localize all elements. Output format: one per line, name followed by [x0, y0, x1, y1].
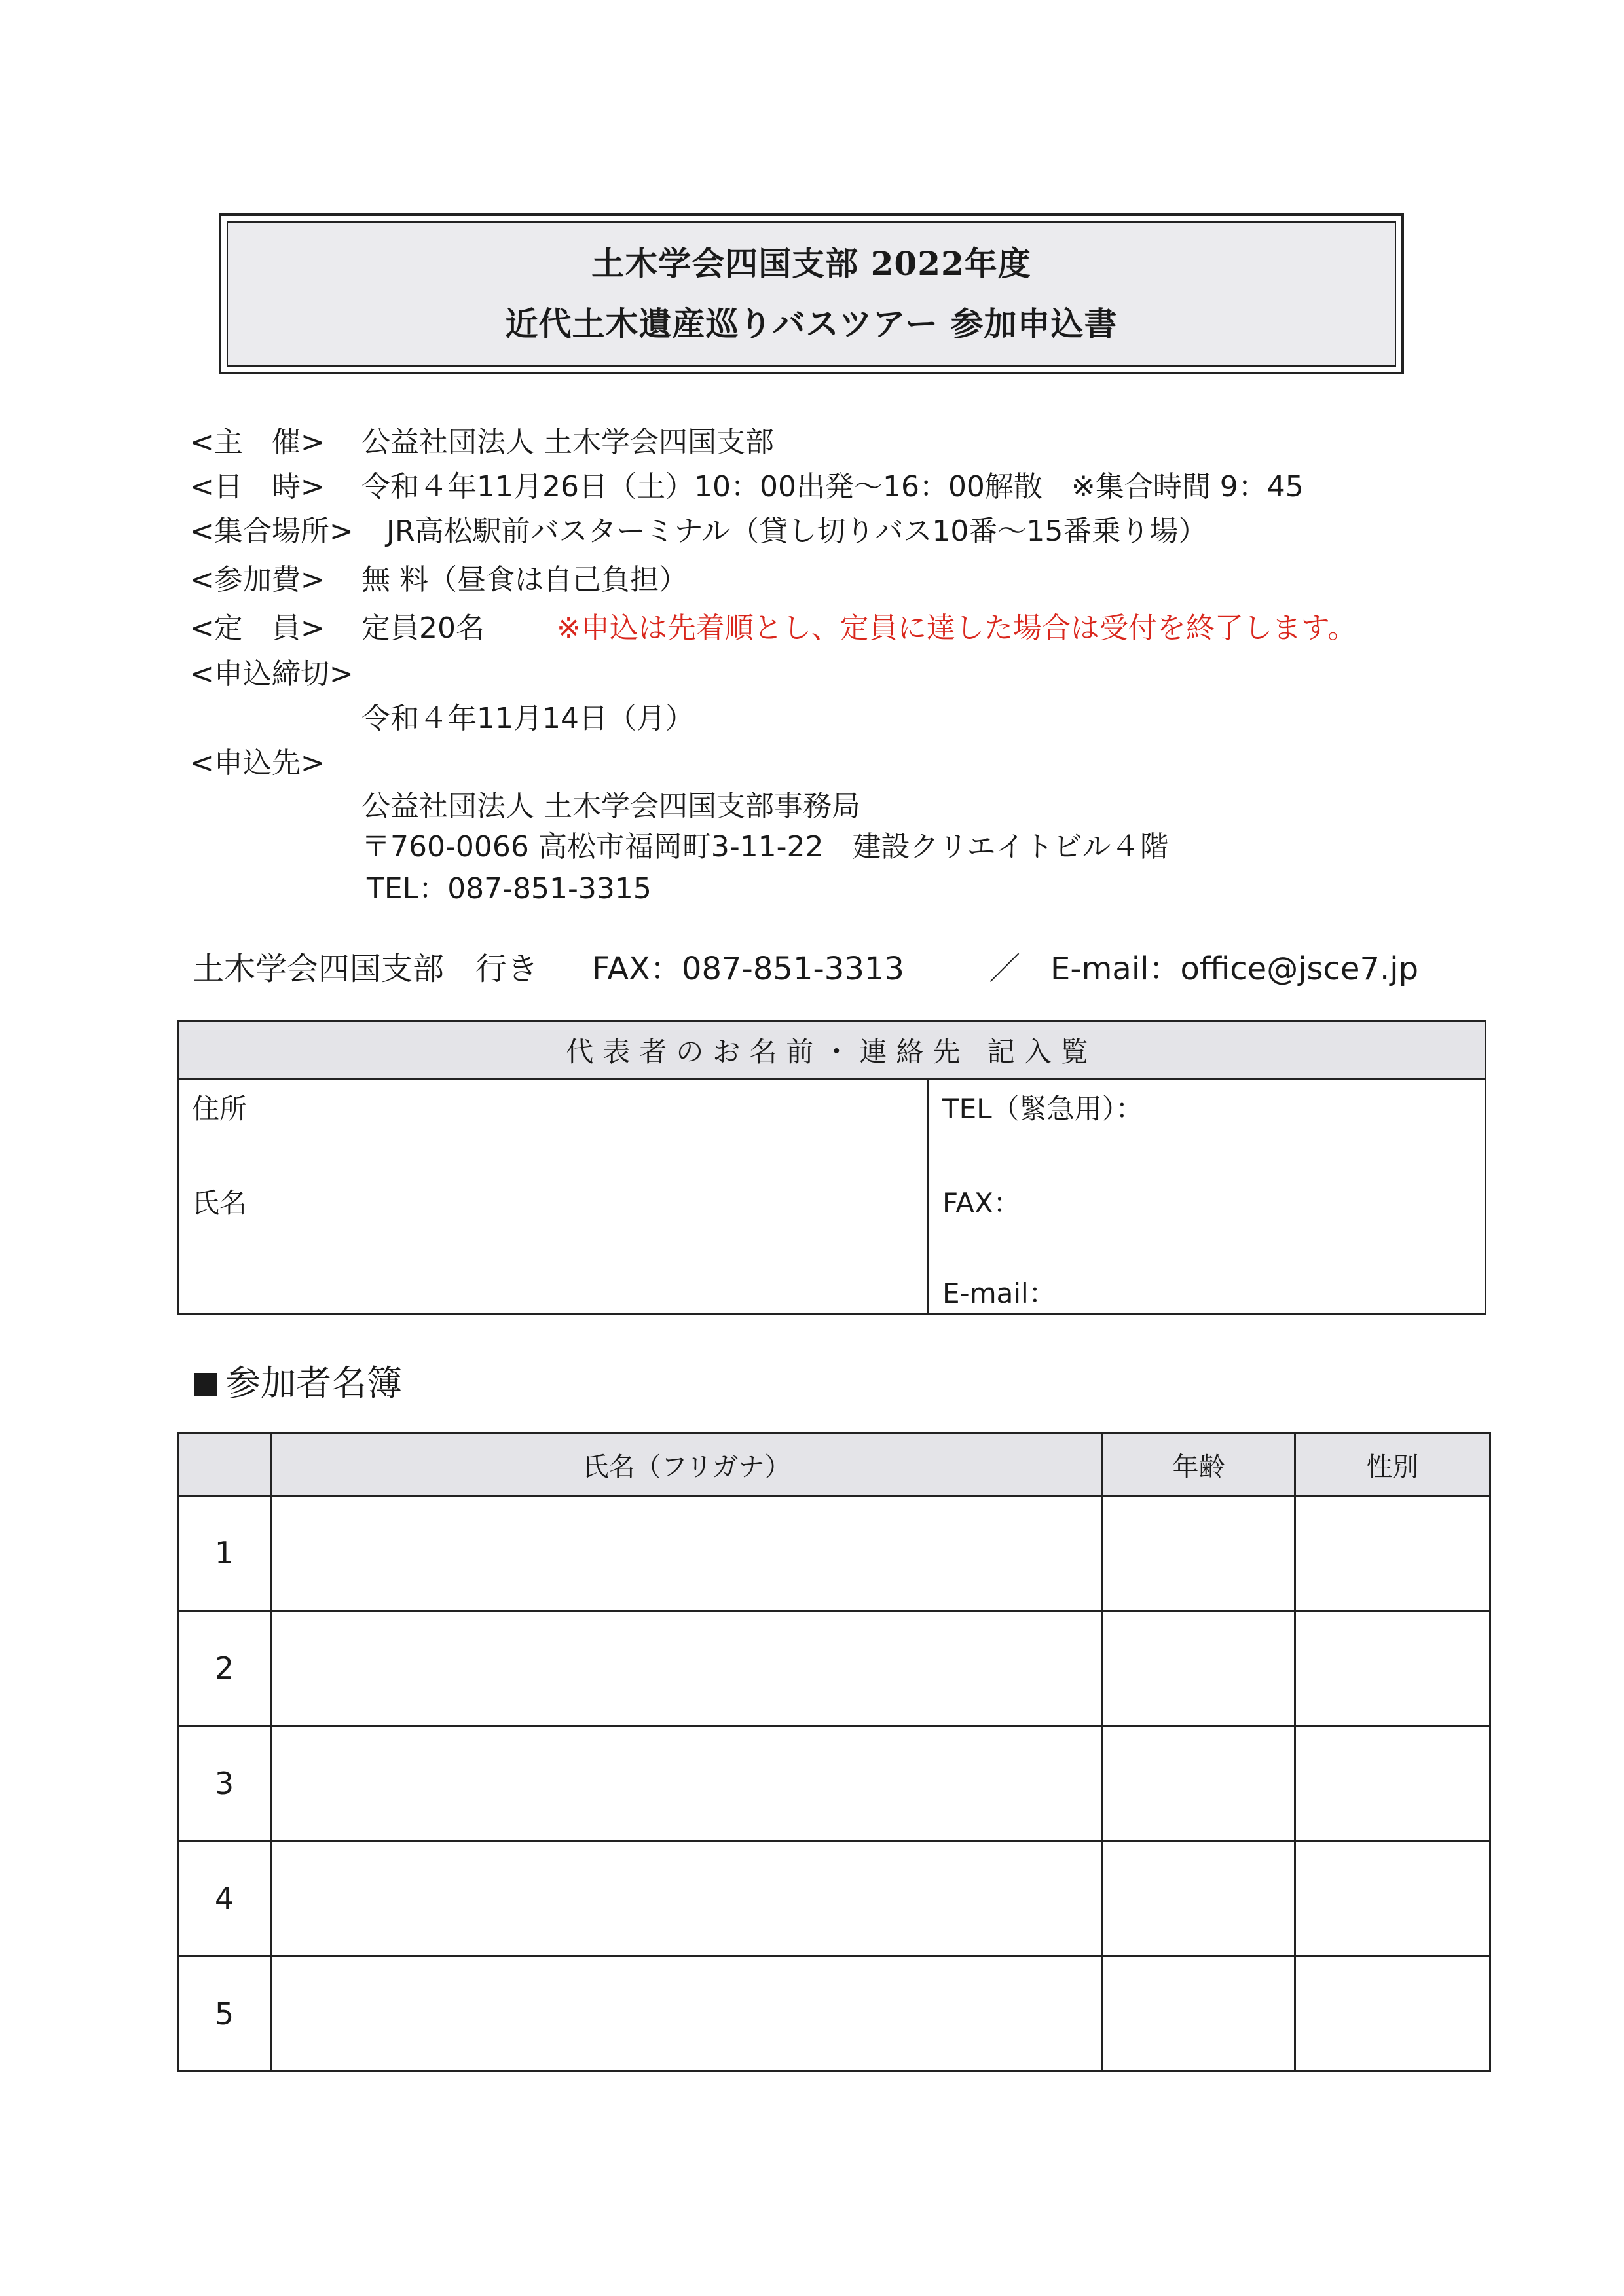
gender-cell[interactable]: [1295, 1956, 1490, 2071]
organizer-value: 公益社団法人 土木学会四国支部: [361, 426, 774, 459]
destination-fax: FAX：087-851-3313: [592, 951, 904, 987]
contact-org: 公益社団法人 土木学会四国支部事務局: [361, 790, 860, 823]
gender-cell[interactable]: [1295, 1726, 1490, 1841]
table-row: [178, 1726, 1490, 1841]
name-cell[interactable]: [271, 1611, 1103, 1726]
contact-tel: TEL：087-851-3315: [367, 872, 652, 905]
age-cell[interactable]: [1103, 1841, 1295, 1956]
gender-cell[interactable]: [1295, 1841, 1490, 1956]
fax-field-label[interactable]: FAX：: [942, 1187, 1021, 1219]
participants-heading: [194, 1362, 402, 1404]
email-field-label[interactable]: E-mail：: [942, 1277, 1056, 1309]
contact-address: 〒760-0066 高松市福岡町3-11-22 建設クリエイトビル４階: [361, 830, 1169, 864]
fee-value: 無 料（昼食は自己負担）: [361, 563, 688, 596]
name-field-label[interactable]: 氏名: [192, 1187, 248, 1219]
capacity-value: 定員20名: [361, 611, 485, 645]
place-value: JR高松駅前バスターミナル（貸し切りバス10番～15番乗り場）: [386, 515, 1208, 548]
header-age: 年齢: [1103, 1434, 1295, 1496]
name-cell[interactable]: [271, 1496, 1103, 1611]
participants-header-row: [178, 1434, 1490, 1496]
address-field-label[interactable]: 住所: [192, 1093, 248, 1125]
tel-field-label[interactable]: TEL（緊急用）：: [942, 1093, 1143, 1125]
gender-cell[interactable]: [1295, 1496, 1490, 1611]
deadline-label: <申込締切>: [190, 657, 354, 691]
representative-table: [177, 1020, 1486, 1315]
place-label: <集合場所>: [190, 515, 354, 548]
black-square-icon: [194, 1373, 217, 1396]
age-cell[interactable]: [1103, 1496, 1295, 1611]
organizer-label: <主 催>: [190, 426, 325, 459]
deadline-value: 令和４年11月14日（月）: [361, 702, 694, 735]
table-row: [178, 1956, 1490, 2071]
row-number: 3: [178, 1726, 271, 1841]
table-row: [178, 1611, 1490, 1726]
row-number: 4: [178, 1841, 271, 1956]
fee-label: <参加費>: [190, 563, 325, 596]
capacity-note: ※申込は先着順とし、定員に達した場合は受付を終了します。: [557, 611, 1357, 645]
table-row: [178, 1841, 1490, 1956]
title-line-2: 近代土木遺産巡りバスツアー 参加申込書: [505, 304, 1118, 343]
representative-header: 代表者のお名前・連絡先 記入覧: [179, 1022, 1485, 1080]
name-cell[interactable]: [271, 1841, 1103, 1956]
destination-to: 土木学会四国支部 行き: [193, 951, 539, 987]
name-cell[interactable]: [271, 1956, 1103, 2071]
participants-table: [177, 1432, 1491, 2072]
name-cell[interactable]: [271, 1726, 1103, 1841]
participants-heading-text: 参加者名簿: [225, 1362, 402, 1404]
gender-cell[interactable]: [1295, 1611, 1490, 1726]
row-number: 2: [178, 1611, 271, 1726]
age-cell[interactable]: [1103, 1956, 1295, 2071]
destination-email: E-mail：office@jsce7.jp: [1050, 951, 1419, 987]
contact-label: <申込先>: [190, 746, 325, 780]
table-row: [178, 1496, 1490, 1611]
event-info: [0, 0, 1624, 930]
header-number: [178, 1434, 271, 1496]
age-cell[interactable]: [1103, 1611, 1295, 1726]
date-label: <日 時>: [190, 470, 325, 503]
header-name: 氏名（フリガナ）: [271, 1434, 1103, 1496]
capacity-label: <定 員>: [190, 611, 325, 645]
title-line-1: 土木学会四国支部 2022年度: [591, 244, 1031, 283]
age-cell[interactable]: [1103, 1726, 1295, 1841]
row-number: 5: [178, 1956, 271, 2071]
representative-divider: [927, 1078, 929, 1315]
header-gender: 性別: [1295, 1434, 1490, 1496]
date-value: 令和４年11月26日（土）10：00出発～16：00解散 ※集合時間 9：45: [361, 470, 1304, 503]
destination-separator: ／: [989, 951, 1021, 987]
row-number: 1: [178, 1496, 271, 1611]
